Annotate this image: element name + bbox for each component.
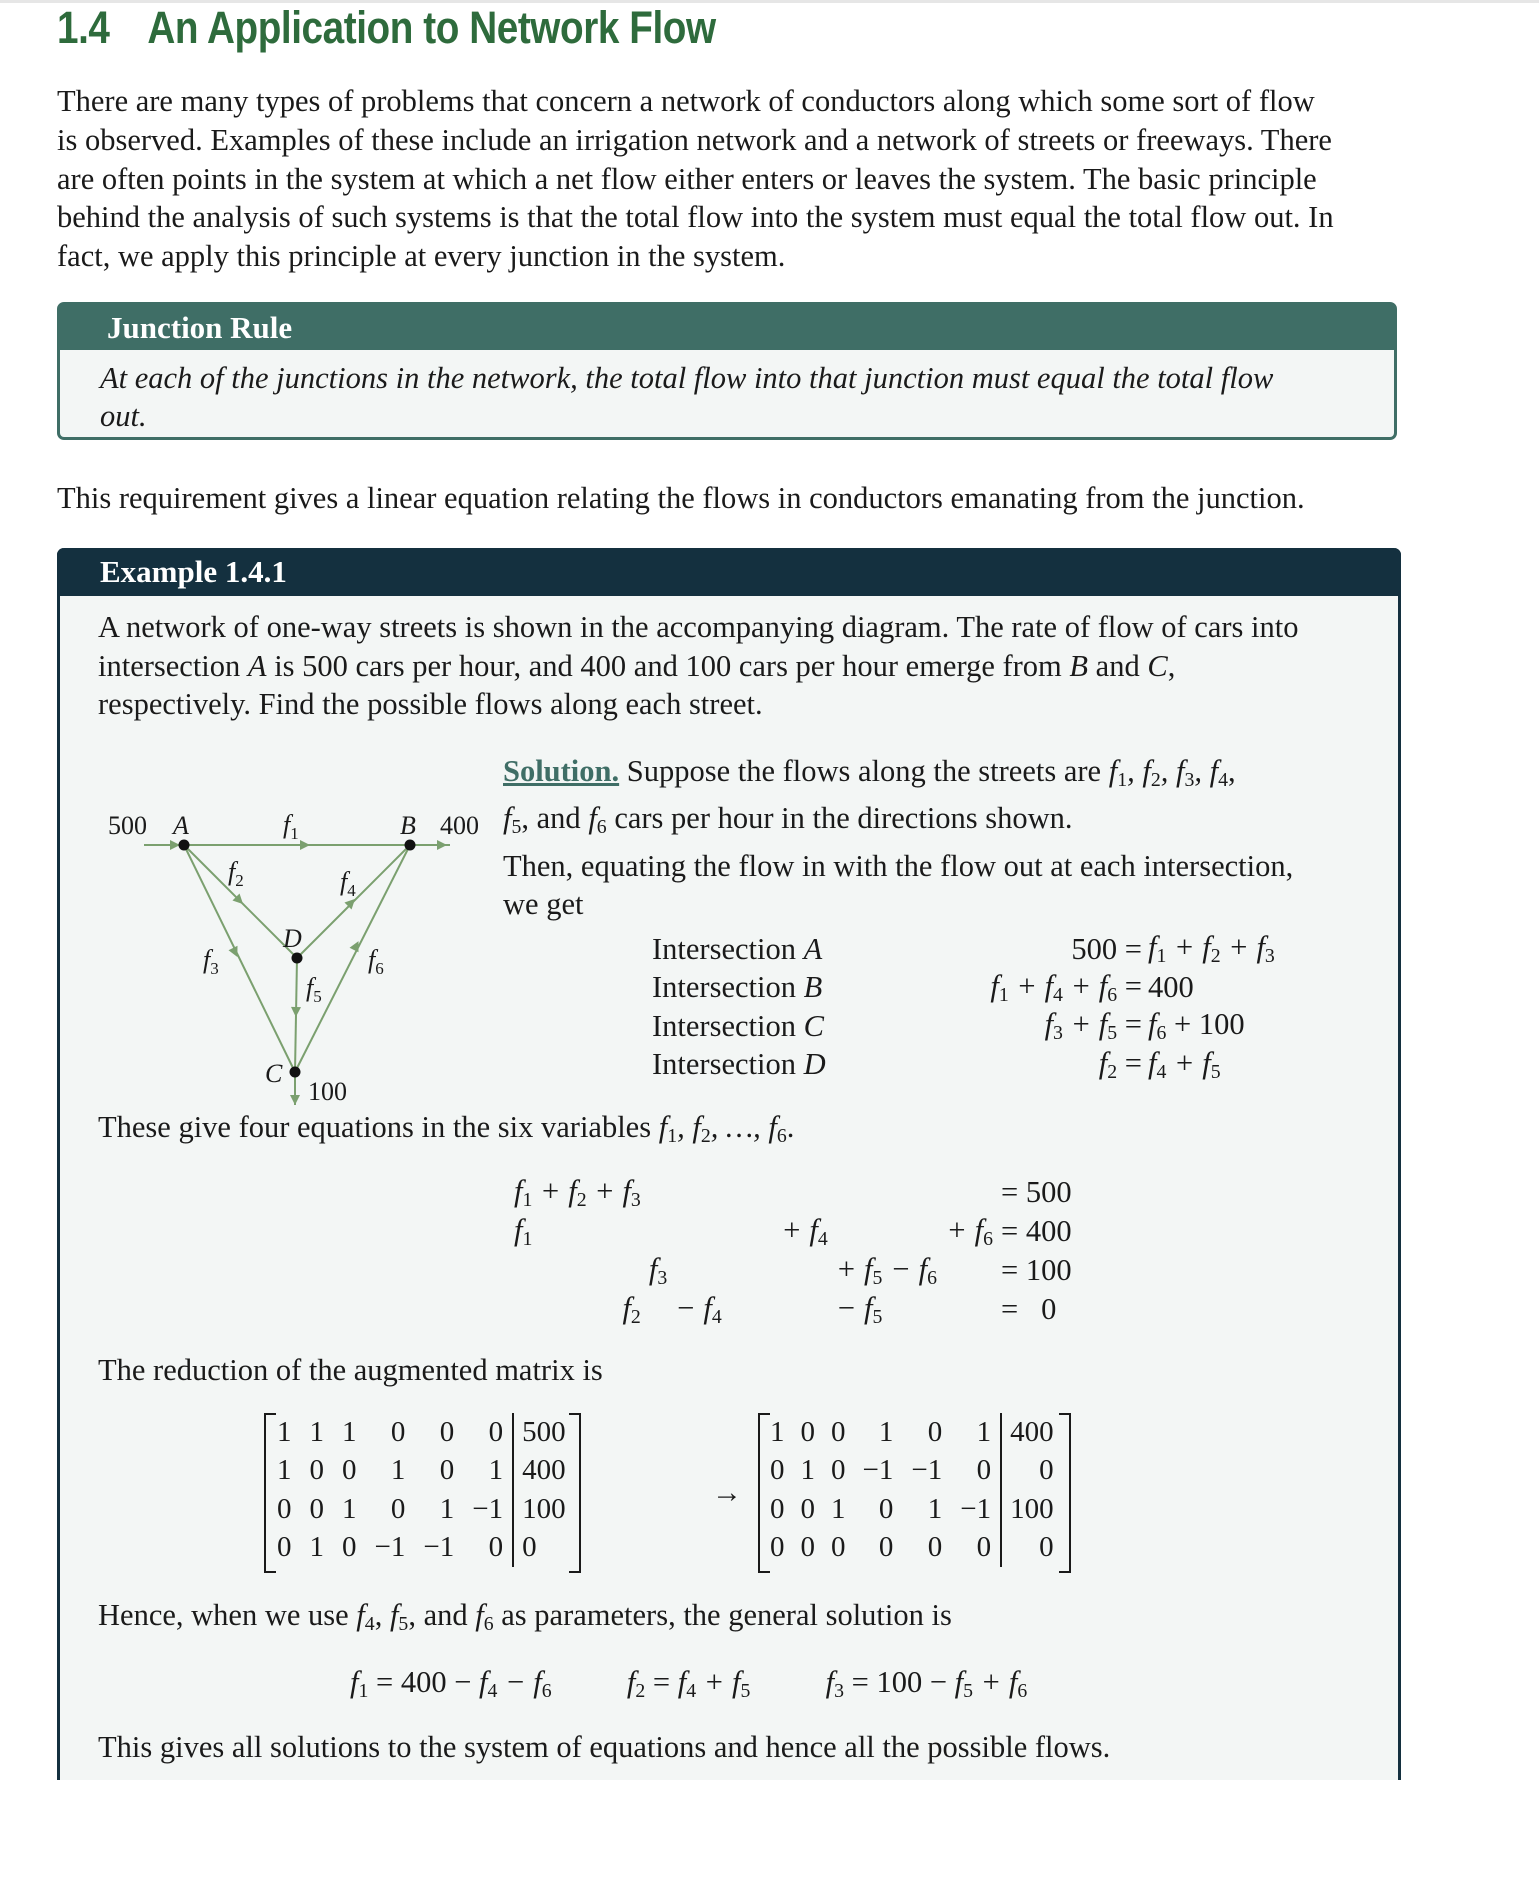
section-title: An Application to Network Flow	[147, 2, 716, 53]
matrix-row	[268, 1452, 575, 1491]
intro-line: are often points in the system at which a net flow either enters or leaves the system. The basic principle	[57, 161, 1317, 196]
matrix-cell: 0	[277, 1492, 292, 1525]
matrix-cell: 1	[951, 1413, 1002, 1452]
matrix-cell: 0	[927, 1415, 943, 1448]
matrix-cell: −1	[951, 1490, 1002, 1529]
matrix-row	[268, 1413, 575, 1452]
matrix-cell: 0	[463, 1413, 514, 1452]
reduction-arrow: →	[712, 1476, 742, 1509]
matrix-cell: 1	[770, 1415, 785, 1448]
matrix-cell: 1	[878, 1415, 894, 1448]
matrix-cell: 1	[342, 1415, 357, 1448]
matrix-cell: 0	[800, 1492, 815, 1525]
matrix-cell: 0	[831, 1454, 846, 1487]
arrow-out-c	[290, 1095, 300, 1105]
matrix-row	[762, 1452, 1063, 1491]
node-a-label: A	[173, 811, 189, 840]
matrix-cell: 1	[277, 1415, 292, 1448]
four-equations-text: These give four equations in the six variables $f_1$, $f_2$, …, $f_6$.	[98, 1110, 795, 1147]
node-d	[292, 953, 303, 964]
matrix-cell: 0	[927, 1531, 943, 1564]
matrix-cell: −1	[463, 1490, 514, 1529]
arrow-f1	[300, 840, 310, 850]
matrix-cell: 1	[927, 1492, 943, 1525]
matrix-cell: 0	[770, 1454, 785, 1487]
matrix-cell: 0	[831, 1415, 846, 1448]
label-f1: $f_1$	[283, 810, 299, 843]
flow-in-a-label: 500	[108, 811, 147, 840]
example-title: Example 1.4.1	[57, 548, 1401, 596]
matrix-cell: 0	[770, 1531, 785, 1564]
statement-line: respectively. Find the possible flows along each street.	[98, 687, 763, 721]
intro-line: There are many types of problems that concern a network of conductors along which some sort of flow	[57, 84, 1315, 118]
label-f6: $f_6$	[368, 945, 384, 978]
system-row: $f_2$ − $f_4$ − $f_5$ = 0	[622, 1290, 1057, 1328]
flow-out-b-label: 400	[440, 811, 479, 840]
intro-line: behind the analysis of such systems is that the total flow into the system must equal the total flow out. In	[57, 200, 1334, 235]
intersection-row: Intersection B $f_1 + f_4 + f_6$ = 400	[652, 968, 1194, 1006]
matrix-row	[268, 1490, 575, 1529]
junction-rule-text	[100, 359, 1334, 435]
matrix-cell: 100	[522, 1492, 566, 1525]
node-b-label: B	[400, 811, 416, 840]
closing-text: This gives all solutions to the system of equations and hence all the possible flows.	[98, 1730, 1111, 1764]
matrix-cell: 0	[439, 1415, 455, 1448]
matrix-cell: 0	[878, 1492, 894, 1525]
junction-rule-box	[57, 302, 1397, 440]
arrow-f5	[291, 1007, 301, 1017]
matrix-cell: 0	[1039, 1454, 1054, 1487]
flow-out-c-label: 100	[308, 1077, 347, 1106]
statement-line: intersection A is 500 cars per hour, and 400 and 100 cars per hour emerge from B and C,	[98, 648, 1176, 683]
matrix-cell: 0	[342, 1531, 357, 1564]
matrix-cell: 1	[342, 1492, 357, 1525]
solution-f3: $f_3 = 100 - f_5 + f_6$	[825, 1665, 1028, 1702]
matrix-cell: 0	[831, 1531, 846, 1564]
matrix-cell: −1	[862, 1454, 894, 1487]
edge-f6	[295, 845, 410, 1072]
matrix-cell: 0	[770, 1492, 785, 1525]
matrix-cell: 0	[800, 1531, 815, 1564]
matrix-cell: 500	[522, 1415, 566, 1448]
section-heading	[57, 2, 716, 54]
solution-f1: $f_1 = 400 - f_4 - f_6$	[350, 1665, 552, 1702]
intersection-row: Intersection D $f_2$ = $f_4 + f_5$	[652, 1045, 1221, 1083]
matrix-cell: 0	[439, 1454, 455, 1487]
requirement-text: This requirement gives a linear equation relating the flows in conductors emanating from the junction.	[57, 481, 1305, 515]
matrix-cell: −1	[911, 1454, 943, 1487]
matrix-cell: 1	[831, 1492, 846, 1525]
matrix-cell: 0	[878, 1531, 894, 1564]
solution-text: Solution. Suppose the flows along the streets are $f_1$, $f_2$, $f_3$, $f_4$, $f_5$, and $f_6$ cars per hour in the directions shown. Then, equating the flow in with the flow out at each intersection, we get	[503, 754, 1294, 922]
matrix-cell: 0	[800, 1415, 815, 1448]
intersection-row: Intersection A 500 = $f_1 + f_2 + f_3$	[652, 930, 1275, 968]
matrix-cell: 0	[309, 1492, 324, 1525]
node-d-label: D	[283, 924, 302, 953]
reduction-text: The reduction of the augmented matrix is	[98, 1353, 603, 1387]
example-box	[57, 548, 1401, 1780]
system-row: $f_3$ + $f_5$ − $f_6$ = 100	[648, 1251, 1072, 1289]
matrix-row	[268, 1529, 575, 1568]
matrix-cell: 0	[390, 1415, 406, 1448]
node-c-label: C	[265, 1059, 283, 1088]
matrix-cell: 100	[1010, 1492, 1054, 1525]
solution-link[interactable]: Solution.	[503, 754, 620, 788]
intro-line: fact, we apply this principle at every junction in the system.	[57, 239, 786, 274]
matrix-cell: 400	[1010, 1415, 1054, 1448]
junction-rule-title: Junction Rule	[60, 305, 1394, 350]
matrix-row	[762, 1529, 1063, 1568]
statement-line: A network of one-way streets is shown in the accompanying diagram. The rate of flow of cars into	[98, 610, 1299, 644]
hence-text: Hence, when we use $f_4$, $f_5$, and $f_6$ as parameters, the general solution is	[98, 1598, 952, 1635]
label-f3: $f_3$	[203, 945, 219, 978]
matrix-cell: 0	[309, 1454, 324, 1487]
matrix-cell: 0	[342, 1454, 357, 1487]
system-row: $f_1 + f_2 + f_3$ = 500	[514, 1173, 1072, 1211]
matrix-cell: 1	[463, 1452, 514, 1491]
matrix-cell: 0	[951, 1452, 1002, 1491]
matrix-row	[762, 1413, 1063, 1452]
node-b	[405, 840, 416, 851]
matrix-cell: −1	[423, 1531, 455, 1564]
network-diagram	[100, 800, 490, 1120]
matrix-cell: 1	[309, 1415, 324, 1448]
linear-system	[510, 1173, 1076, 1329]
matrix-cell: 400	[522, 1454, 566, 1487]
node-c	[290, 1067, 301, 1078]
matrix-cell: 1	[277, 1454, 292, 1487]
matrix-left	[268, 1413, 575, 1567]
intersection-equations	[652, 930, 1275, 1084]
matrix-cell: 0	[522, 1531, 537, 1564]
example-statement	[98, 608, 1298, 724]
section-number: 1.4	[57, 2, 110, 53]
intro-line: is observed. Examples of these include an irrigation network and a network of streets or freeways. There	[57, 122, 1332, 157]
matrix-row	[762, 1490, 1063, 1529]
matrix-cell: 1	[309, 1531, 324, 1564]
matrix-cell: 0	[463, 1529, 514, 1568]
arrow-out-b	[437, 840, 447, 850]
matrix-cell: 0	[390, 1492, 406, 1525]
rule-line: At each of the junctions in the network, the total flow into that junction must equal the total flow	[100, 361, 1274, 395]
solution-f2: $f_2 = f_4 + f_5$	[626, 1665, 751, 1702]
matrix-right	[762, 1413, 1063, 1567]
matrix-cell: 1	[439, 1492, 455, 1525]
matrix-cell: 0	[1039, 1531, 1054, 1564]
label-f4: $f_4$	[340, 867, 356, 900]
label-f5: $f_5$	[306, 973, 322, 1006]
matrix-cell: −1	[374, 1531, 406, 1564]
rule-line: out.	[100, 399, 147, 433]
matrix-cell: 0	[277, 1531, 292, 1564]
intro-paragraph	[57, 82, 1402, 276]
general-solution	[350, 1665, 1027, 1703]
label-f2: $f_2$	[228, 857, 244, 890]
matrix-cell: 1	[390, 1454, 406, 1487]
matrix-cell: 1	[800, 1454, 815, 1487]
node-a	[179, 840, 190, 851]
intersection-row: Intersection C $f_3 + f_5$ = $f_6 + 100$	[652, 1007, 1245, 1045]
matrix-cell: 0	[951, 1529, 1002, 1568]
system-row: $f_1$ + $f_4$ + $f_6$ = 400	[514, 1212, 1072, 1250]
